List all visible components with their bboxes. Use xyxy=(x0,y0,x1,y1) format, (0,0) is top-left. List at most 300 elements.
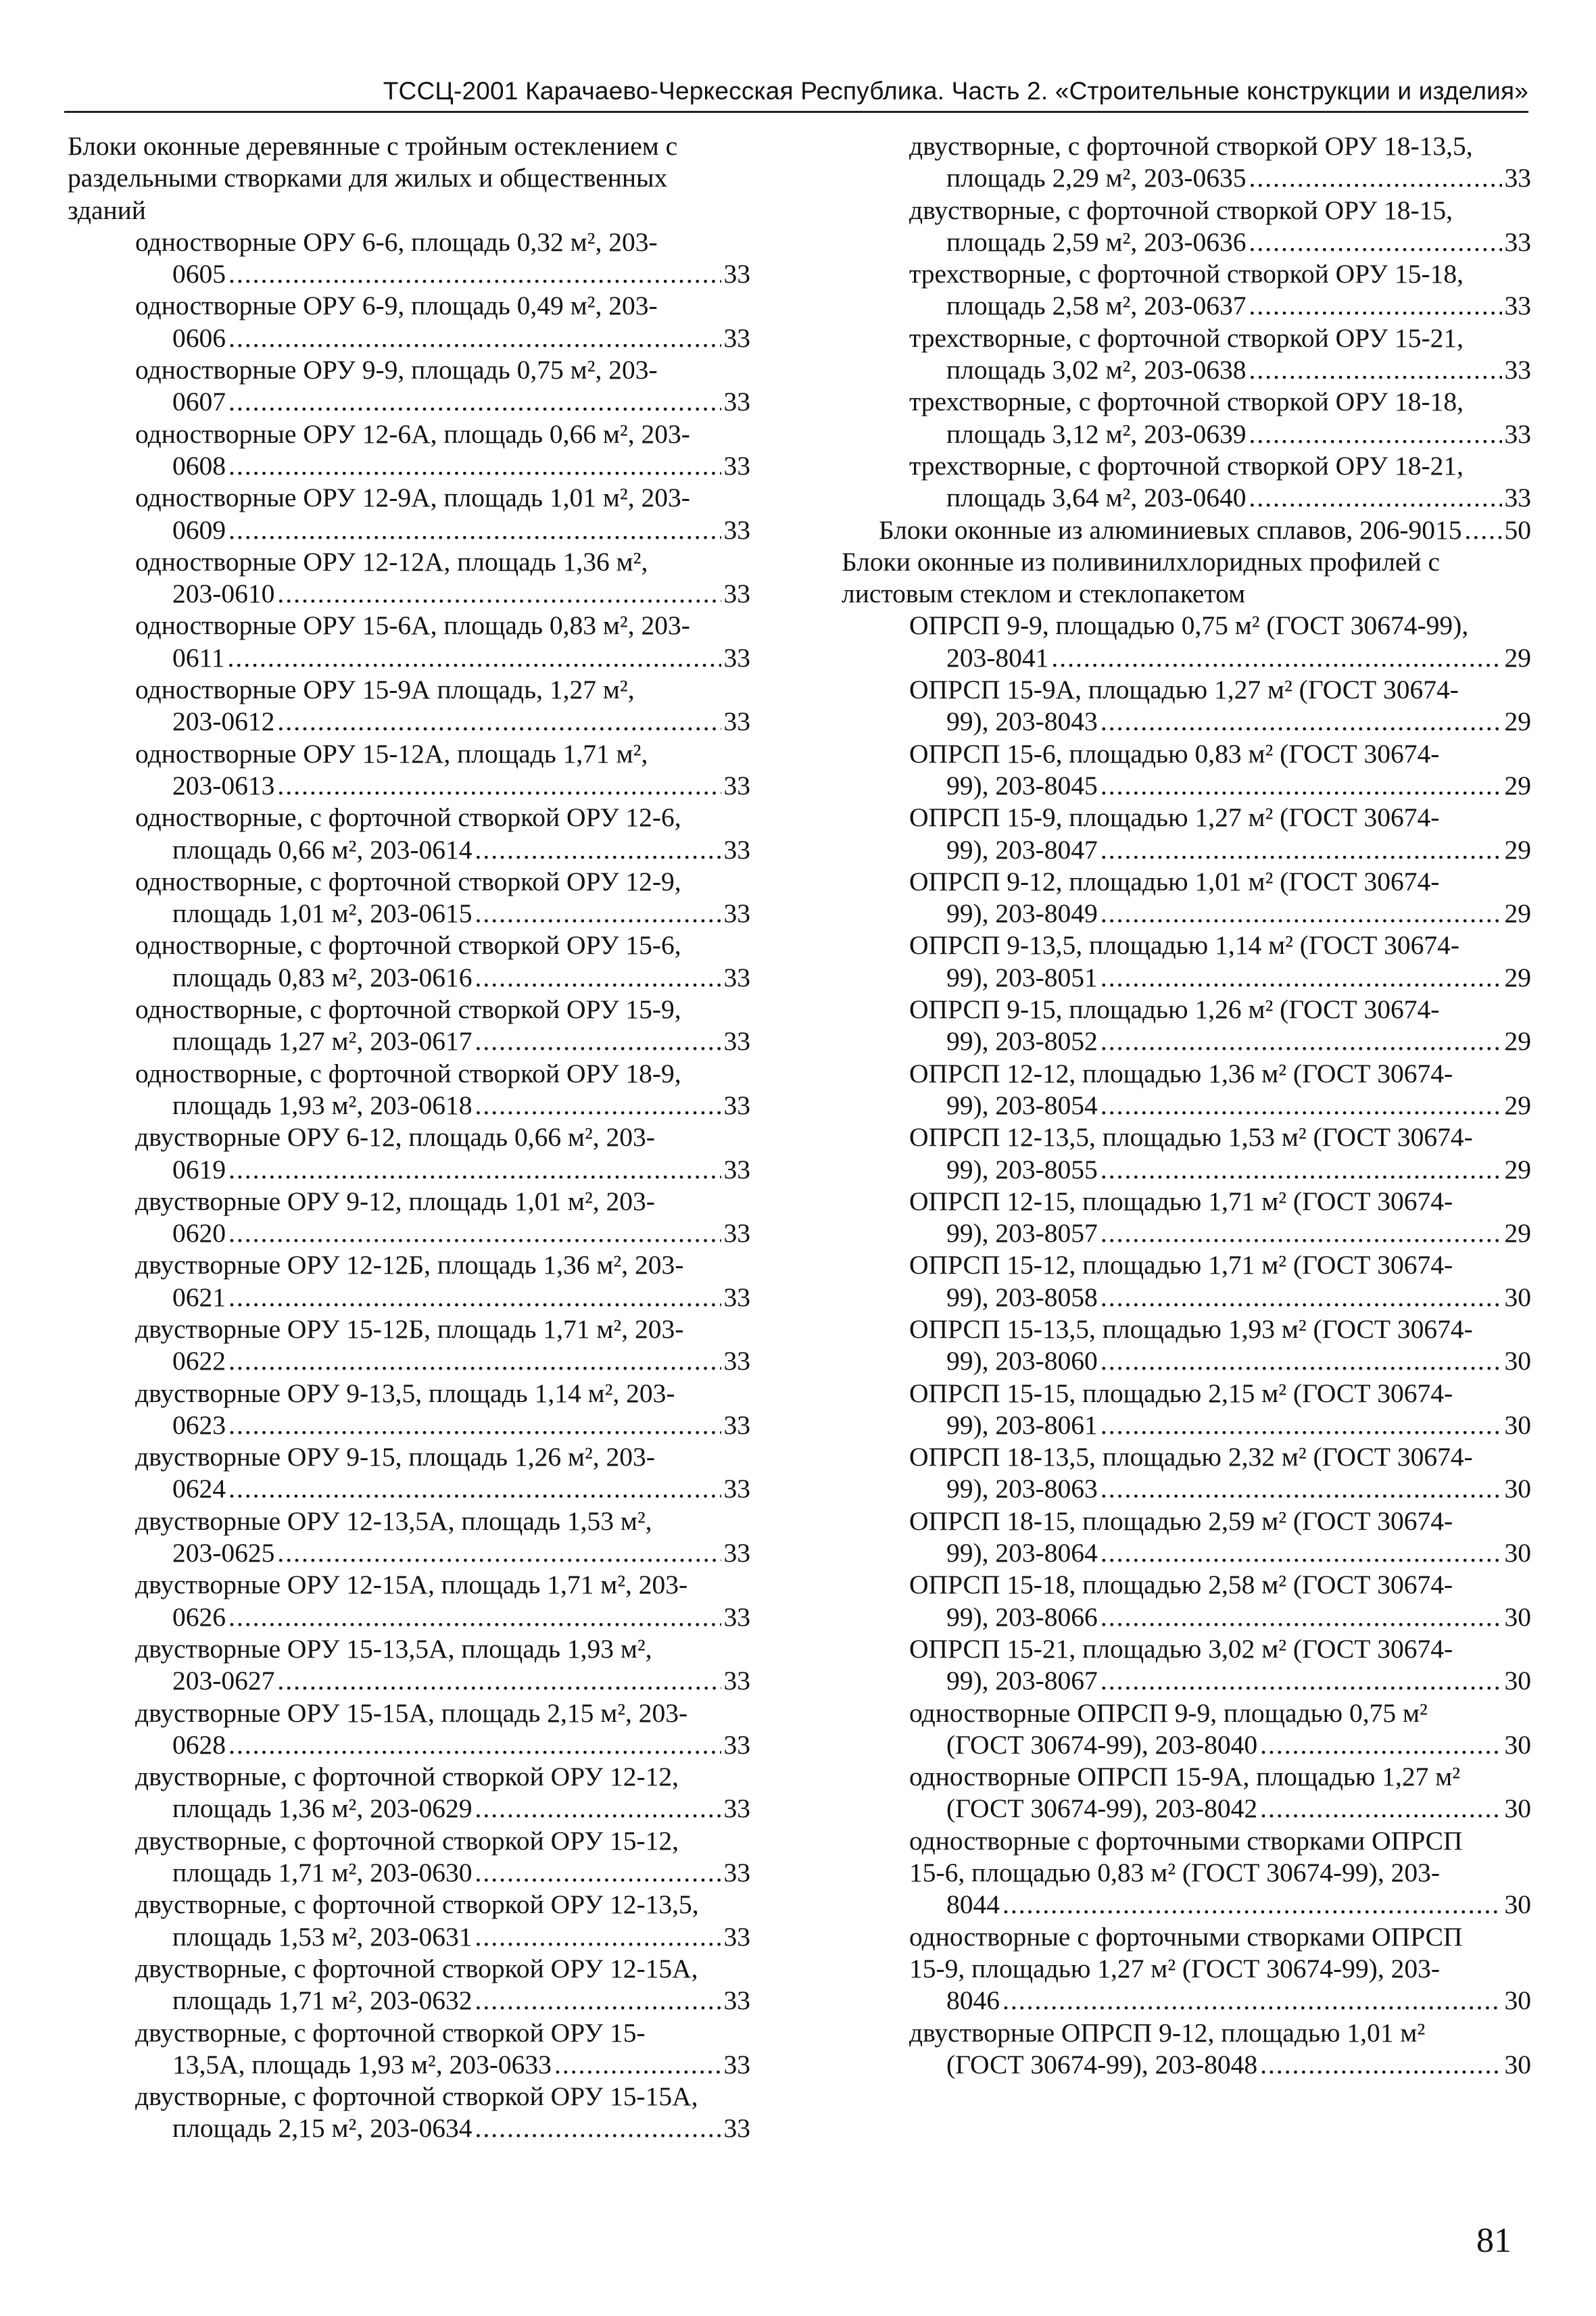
entry-code: 0611 xyxy=(172,642,225,673)
entry-text-line: ОПРСП 12-12, площадью 1,36 м² (ГОСТ 30674- xyxy=(909,1058,1453,1088)
entry-text-line: двустворные ОРУ 15-12Б, площадь 1,71 м², 203- xyxy=(135,1313,684,1344)
page-reference: 33 xyxy=(723,834,750,865)
page-reference: 30 xyxy=(1504,1474,1531,1504)
entry-leader-line xyxy=(946,1889,1531,1921)
page-reference: 33 xyxy=(723,1793,750,1824)
entry-code: 99), 203-8057 xyxy=(946,1218,1098,1249)
page-reference: 33 xyxy=(723,706,750,737)
page-reference: 33 xyxy=(723,1154,750,1184)
index-entry xyxy=(68,1505,750,1570)
entry-text-line: ОПРСП 15-15, площадью 2,15 м² (ГОСТ 30674- xyxy=(909,1378,1453,1408)
dot-leader xyxy=(1101,1217,1502,1249)
entry-leader-line xyxy=(172,1090,750,1121)
dot-leader xyxy=(554,2049,721,2081)
dot-leader xyxy=(475,834,721,866)
entry-code: 99), 203-8058 xyxy=(946,1282,1098,1312)
entry-code: 0621 xyxy=(172,1282,226,1312)
index-entry xyxy=(842,1505,1531,1570)
index-entry xyxy=(68,2017,750,2081)
entry-text-line: трехстворные, с форточной створкой ОРУ 18-21, xyxy=(909,450,1464,481)
entry-text-line: одностворные, с форточной створкой ОРУ 18-9, xyxy=(135,1058,681,1088)
entry-text-line: одностворные ОРУ 6-6, площадь 0,32 м², 203- xyxy=(135,226,658,257)
entry-text-line: двустворные, с форточной створкой ОРУ 12-13,5, xyxy=(135,1889,699,1920)
index-entry xyxy=(68,674,750,738)
entry-text-line: ОПРСП 15-18, площадью 2,58 м² (ГОСТ 30674- xyxy=(909,1570,1453,1600)
dot-leader xyxy=(277,706,721,738)
index-column-right xyxy=(842,130,1531,2081)
entry-code: 99), 203-8064 xyxy=(946,1538,1098,1568)
dot-leader xyxy=(475,962,721,994)
page-reference: 30 xyxy=(1504,1666,1531,1696)
dot-leader xyxy=(1249,226,1502,258)
entry-leader-line xyxy=(946,290,1531,322)
entry-text-line: одностворные ОРУ 15-6А, площадь 0,83 м², 203- xyxy=(135,610,690,641)
entry-text-line: двустворные, с форточной створкой ОРУ 12-15А, xyxy=(135,1953,698,1983)
entry-text-line: одностворные ОРУ 12-12А, площадь 1,36 м², xyxy=(135,546,648,577)
entry-text-line: двустворные, с форточной створкой ОРУ 12-12, xyxy=(135,1762,679,1792)
index-entry xyxy=(842,1761,1531,1825)
dot-leader xyxy=(1002,1985,1502,2017)
entry-code: 0628 xyxy=(172,1729,226,1760)
index-entry xyxy=(68,1378,750,1442)
dot-leader xyxy=(1101,1282,1502,1313)
dot-leader xyxy=(475,1857,721,1889)
entry-leader-line xyxy=(172,2113,750,2144)
page-reference: 30 xyxy=(1504,1889,1531,1920)
index-entry xyxy=(842,1633,1531,1697)
entry-leader-line xyxy=(946,418,1531,450)
dot-leader xyxy=(228,386,721,418)
entry-leader-line xyxy=(172,1985,750,2017)
index-heading xyxy=(68,130,750,226)
entry-text-line: листовым стеклом и стеклопакетом xyxy=(842,579,1246,609)
dot-leader xyxy=(1101,1537,1502,1569)
entry-leader-line xyxy=(946,834,1531,866)
page-reference: 29 xyxy=(1504,706,1531,737)
dot-leader xyxy=(1101,706,1502,738)
index-entry xyxy=(68,930,750,994)
index-entry xyxy=(842,866,1531,930)
dot-leader xyxy=(1260,2049,1501,2081)
entry-text-line: двустворные ОРУ 6-12, площадь 0,66 м², 203- xyxy=(135,1122,655,1153)
dot-leader xyxy=(1101,1026,1502,1057)
entry-code: площадь 1,53 м², 203-0631 xyxy=(172,1921,473,1952)
entry-leader-line xyxy=(946,1345,1531,1377)
entry-text-line: ОПРСП 9-13,5, площадью 1,14 м² (ГОСТ 30674- xyxy=(909,930,1460,961)
page-reference: 33 xyxy=(1504,226,1531,257)
page-reference: 29 xyxy=(1504,1026,1531,1057)
entry-text-line: двустворные, с форточной створкой ОРУ 15- xyxy=(135,2017,646,2048)
entry-text-line: 15-6, площадью 0,83 м² (ГОСТ 30674-99), 203- xyxy=(909,1858,1440,1888)
entry-leader-line xyxy=(946,1729,1531,1761)
page-reference: 33 xyxy=(723,450,750,481)
entry-code: 99), 203-8063 xyxy=(946,1474,1098,1504)
entry-leader-line xyxy=(172,450,750,482)
page-reference: 33 xyxy=(723,898,750,929)
entry-leader-line xyxy=(172,258,750,290)
index-entry xyxy=(68,994,750,1058)
entry-leader-line xyxy=(946,770,1531,802)
dot-leader xyxy=(475,1090,721,1121)
entry-code: площадь 3,12 м², 203-0639 xyxy=(946,418,1247,449)
entry-text-line: ОПРСП 15-12, площадью 1,71 м² (ГОСТ 30674- xyxy=(909,1250,1453,1280)
entry-text-line: двустворные, с форточной створкой ОРУ 15-15А, xyxy=(135,2081,698,2112)
entry-text-line: ОПРСП 9-12, площадью 1,01 м² (ГОСТ 30674- xyxy=(909,866,1440,896)
entry-code: (ГОСТ 30674-99), 203-8040 xyxy=(946,1729,1258,1760)
index-entry xyxy=(842,610,1531,674)
index-column-left xyxy=(68,130,750,2145)
entry-code: площадь 2,15 м², 203-0634 xyxy=(172,2113,473,2144)
index-entry xyxy=(842,1186,1531,1250)
header-title: ТССЦ-2001 Карачаево-Черкесская Республика. Часть 2. «Строительные конструкции и изделия» xyxy=(383,77,1528,105)
dot-leader xyxy=(228,1473,721,1505)
page-reference: 33 xyxy=(1504,355,1531,385)
running-header xyxy=(64,69,1528,113)
entry-code: (ГОСТ 30674-99), 203-8042 xyxy=(946,1793,1258,1824)
entry-code: 99), 203-8054 xyxy=(946,1090,1098,1120)
index-entry xyxy=(842,802,1531,866)
entry-leader-line xyxy=(172,1473,750,1505)
entry-code: 99), 203-8043 xyxy=(946,706,1098,737)
entry-leader-line xyxy=(946,1154,1531,1186)
index-entry xyxy=(842,1249,1531,1313)
entry-leader-line xyxy=(172,898,750,930)
entry-code: площадь 0,83 м², 203-0616 xyxy=(172,962,473,992)
entry-code: 0606 xyxy=(172,322,226,353)
index-entry xyxy=(68,1953,750,2017)
entry-text-line: двустворные ОРУ 12-13,5А, площадь 1,53 м², xyxy=(135,1505,652,1536)
index-entry xyxy=(842,994,1531,1058)
entry-text-line: одностворные ОПРСП 15-9А, площадью 1,27 м² xyxy=(909,1762,1461,1792)
dot-leader xyxy=(277,578,721,610)
entry-leader-line xyxy=(172,1793,750,1825)
entry-text-line: зданий xyxy=(68,195,146,225)
entry-text-line: двустворные, с форточной створкой ОРУ 15-12, xyxy=(135,1825,679,1856)
entry-leader-line xyxy=(946,1473,1531,1505)
index-entry xyxy=(68,2081,750,2145)
index-entry xyxy=(842,1378,1531,1442)
entry-code: 0620 xyxy=(172,1218,226,1249)
entry-leader-line xyxy=(172,770,750,802)
page-reference: 33 xyxy=(723,770,750,800)
page-reference: 33 xyxy=(723,1601,750,1632)
entry-leader-line xyxy=(946,898,1531,930)
dot-leader xyxy=(228,450,721,482)
entry-text-line: одностворные ОПРСП 9-9, площадью 0,75 м² xyxy=(909,1697,1428,1728)
index-entry xyxy=(68,1058,750,1122)
dot-leader xyxy=(475,1921,721,1953)
dot-leader xyxy=(1260,1793,1501,1825)
entry-code: 99), 203-8051 xyxy=(946,962,1098,992)
dot-leader xyxy=(228,1409,721,1441)
dot-leader xyxy=(1101,1409,1502,1441)
entry-leader-line xyxy=(946,1217,1531,1249)
index-entry xyxy=(842,130,1531,195)
entry-code: площадь 0,66 м², 203-0614 xyxy=(172,834,473,865)
index-entry xyxy=(68,1825,750,1889)
index-entry xyxy=(68,1633,750,1697)
entry-code: 0607 xyxy=(172,387,226,417)
entry-text-line: ОПРСП 15-13,5, площадью 1,93 м² (ГОСТ 30674- xyxy=(909,1313,1473,1344)
page-reference: 33 xyxy=(723,1858,750,1888)
dot-leader xyxy=(228,642,721,674)
dot-leader xyxy=(1101,1473,1502,1505)
entry-text-line: двустворные ОРУ 9-13,5, площадь 1,14 м², 203- xyxy=(135,1378,675,1408)
entry-code: 0619 xyxy=(172,1154,226,1184)
entry-text-line: ОПРСП 18-15, площадью 2,59 м² (ГОСТ 30674- xyxy=(909,1505,1453,1536)
entry-code: 8044 xyxy=(946,1889,1000,1920)
entry-text-line: двустворные ОРУ 12-15А, площадь 1,71 м², 203- xyxy=(135,1570,688,1600)
entry-leader-line xyxy=(946,1409,1531,1441)
entry-text-line: одностворные ОРУ 12-9А, площадь 1,01 м², 203- xyxy=(135,483,690,513)
entry-text-line: одностворные ОРУ 15-12А, площадь 1,71 м², xyxy=(135,738,648,769)
entry-code: 203-8041 xyxy=(946,642,1049,673)
entry-code: площадь 1,01 м², 203-0615 xyxy=(172,898,473,929)
dot-leader xyxy=(228,1601,721,1633)
entry-leader-line xyxy=(172,1282,750,1313)
entry-code: площадь 1,71 м², 203-0630 xyxy=(172,1858,473,1888)
entry-code: 203-0625 xyxy=(172,1538,275,1568)
entry-leader-line xyxy=(946,1026,1531,1057)
entry-leader-line xyxy=(946,1665,1531,1697)
index-entry xyxy=(68,1313,750,1378)
index-heading xyxy=(842,514,1531,546)
index-entry xyxy=(68,610,750,674)
index-entry xyxy=(68,1569,750,1633)
index-entry xyxy=(68,1761,750,1825)
entry-code: 0605 xyxy=(172,259,226,289)
entry-leader-line xyxy=(172,2049,750,2081)
dot-leader xyxy=(1101,898,1502,930)
page-reference: 33 xyxy=(723,1026,750,1057)
entry-text-line: двустворные ОРУ 15-15А, площадь 2,15 м², 203- xyxy=(135,1697,688,1728)
index-heading xyxy=(842,546,1531,610)
entry-code: 203-0627 xyxy=(172,1666,275,1696)
entry-code: 0609 xyxy=(172,514,226,545)
entry-text-line: одностворные с форточными створками ОПРСП xyxy=(909,1921,1463,1952)
entry-code: Блоки оконные из алюминиевых сплавов, 206-9015 xyxy=(879,514,1462,545)
index-entry xyxy=(842,1058,1531,1122)
dot-leader xyxy=(1101,834,1502,866)
entry-text-line: двустворные, с форточной створкой ОРУ 18-15, xyxy=(909,195,1453,225)
page-reference: 30 xyxy=(1504,1985,1531,2016)
index-entry xyxy=(68,1186,750,1250)
page-reference: 33 xyxy=(723,1538,750,1568)
dot-leader xyxy=(1101,1601,1502,1633)
index-entry xyxy=(68,354,750,418)
page-reference: 29 xyxy=(1504,1218,1531,1249)
entry-code: 99), 203-8047 xyxy=(946,834,1098,865)
dot-leader xyxy=(1465,514,1502,546)
dot-leader xyxy=(475,2113,721,2144)
page-reference: 29 xyxy=(1504,1090,1531,1120)
entry-text-line: двустворные ОПРСП 9-12, площадью 1,01 м² xyxy=(909,2017,1426,2048)
page-reference: 33 xyxy=(723,259,750,289)
entry-code: 0623 xyxy=(172,1409,226,1440)
dot-leader xyxy=(1101,1090,1502,1121)
entry-leader-line xyxy=(172,1665,750,1697)
entry-text-line: двустворные ОРУ 15-13,5А, площадь 1,93 м², xyxy=(135,1633,652,1664)
page-reference: 30 xyxy=(1504,2049,1531,2079)
entry-text-line: ОПРСП 15-21, площадью 3,02 м² (ГОСТ 30674- xyxy=(909,1633,1453,1664)
page-reference: 33 xyxy=(723,1409,750,1440)
dot-leader xyxy=(475,1026,721,1057)
page-reference: 33 xyxy=(723,642,750,673)
entry-text-line: ОПРСП 12-13,5, площадью 1,53 м² (ГОСТ 30674- xyxy=(909,1122,1473,1153)
entry-code: (ГОСТ 30674-99), 203-8048 xyxy=(946,2049,1258,2079)
index-entry xyxy=(68,1249,750,1313)
entry-code: 203-0613 xyxy=(172,770,275,800)
entry-code: 99), 203-8060 xyxy=(946,1346,1098,1376)
dot-leader xyxy=(1101,1345,1502,1377)
entry-code: 99), 203-8049 xyxy=(946,898,1098,929)
entry-text-line: двустворные, с форточной створкой ОРУ 18-13,5, xyxy=(909,131,1473,161)
entry-text-line: одностворные ОРУ 9-9, площадь 0,75 м², 203- xyxy=(135,355,658,385)
entry-leader-line xyxy=(172,386,750,418)
entry-text-line: одностворные ОРУ 12-6А, площадь 0,66 м², 203- xyxy=(135,418,690,449)
dot-leader xyxy=(1249,482,1502,514)
dot-leader xyxy=(1101,962,1502,994)
index-entry xyxy=(842,674,1531,738)
page-reference: 33 xyxy=(723,2113,750,2144)
page-reference: 33 xyxy=(723,387,750,417)
entry-leader-line xyxy=(172,1537,750,1569)
page-reference: 29 xyxy=(1504,642,1531,673)
dot-leader xyxy=(228,1217,721,1249)
entry-leader-line xyxy=(946,1537,1531,1569)
entry-code: 0626 xyxy=(172,1601,226,1632)
page-reference: 30 xyxy=(1504,1538,1531,1568)
index-entry xyxy=(842,386,1531,450)
dot-leader xyxy=(228,1729,721,1761)
dot-leader xyxy=(277,1537,721,1569)
page-reference: 30 xyxy=(1504,1346,1531,1376)
index-entry xyxy=(68,866,750,930)
index-entry xyxy=(842,1441,1531,1505)
dot-leader xyxy=(1249,162,1502,194)
dot-leader xyxy=(1249,354,1502,386)
entry-code: 0622 xyxy=(172,1346,226,1376)
dot-leader xyxy=(475,1985,721,2017)
entry-code: площадь 2,59 м², 203-0636 xyxy=(946,226,1247,257)
index-entry xyxy=(842,738,1531,802)
dot-leader xyxy=(228,1282,721,1313)
index-entry xyxy=(842,1825,1531,1921)
dot-leader xyxy=(277,770,721,802)
page-number: 81 xyxy=(1476,2221,1512,2260)
entry-leader-line xyxy=(172,1409,750,1441)
page-reference: 33 xyxy=(1504,418,1531,449)
page-reference: 33 xyxy=(723,962,750,992)
entry-code: 203-0610 xyxy=(172,579,275,609)
entry-text-line: одностворные, с форточной створкой ОРУ 12-9, xyxy=(135,866,681,896)
dot-leader xyxy=(475,898,721,930)
entry-leader-line xyxy=(172,642,750,674)
entry-code: площадь 2,58 м², 203-0637 xyxy=(946,291,1247,321)
entry-code: 203-0612 xyxy=(172,706,275,737)
entry-text-line: ОПРСП 9-9, площадью 0,75 м² (ГОСТ 30674-99), xyxy=(909,610,1469,641)
entry-leader-line xyxy=(172,834,750,866)
entry-code: площадь 1,36 м², 203-0629 xyxy=(172,1793,473,1824)
entry-text-line: ОПРСП 12-15, площадью 1,71 м² (ГОСТ 30674- xyxy=(909,1186,1453,1216)
entry-code: площадь 1,93 м², 203-0618 xyxy=(172,1090,473,1120)
dot-leader xyxy=(228,322,721,354)
page-reference: 30 xyxy=(1504,1729,1531,1760)
page-reference: 29 xyxy=(1504,770,1531,800)
entry-leader-line xyxy=(172,1217,750,1249)
index-entry xyxy=(68,546,750,610)
index-entry xyxy=(842,2017,1531,2081)
entry-text-line: ОПРСП 18-13,5, площадью 2,32 м² (ГОСТ 30674- xyxy=(909,1442,1473,1472)
entry-leader-line xyxy=(172,322,750,354)
index-entry xyxy=(68,738,750,802)
entry-leader-line xyxy=(946,2049,1531,2081)
entry-text-line: одностворные ОРУ 6-9, площадь 0,49 м², 203- xyxy=(135,291,658,321)
dot-leader xyxy=(1101,1154,1502,1186)
entry-leader-line xyxy=(946,1793,1531,1825)
entry-code: 0624 xyxy=(172,1474,226,1504)
entry-text-line: Блоки оконные деревянные с тройным остеклением с xyxy=(68,131,678,161)
entry-code: площадь 2,29 м², 203-0635 xyxy=(946,163,1247,193)
entry-leader-line xyxy=(879,514,1531,546)
page-reference: 33 xyxy=(1504,291,1531,321)
entry-leader-line xyxy=(946,1282,1531,1313)
entry-text-line: одностворные с форточными створками ОПРСП xyxy=(909,1825,1463,1856)
page-reference: 29 xyxy=(1504,1154,1531,1184)
entry-text-line: одностворные ОРУ 15-9А площадь, 1,27 м², xyxy=(135,675,635,705)
index-entry xyxy=(842,1569,1531,1633)
entry-code: площадь 3,64 м², 203-0640 xyxy=(946,483,1247,513)
entry-leader-line xyxy=(946,162,1531,194)
entry-code: площадь 1,27 м², 203-0617 xyxy=(172,1026,473,1057)
entry-text-line: ОПРСП 15-6, площадью 0,83 м² (ГОСТ 30674- xyxy=(909,738,1440,769)
index-entry xyxy=(842,930,1531,994)
index-entry xyxy=(68,802,750,866)
entry-leader-line xyxy=(172,962,750,994)
dot-leader xyxy=(1101,770,1502,802)
page-reference: 33 xyxy=(723,1666,750,1696)
entry-leader-line xyxy=(946,354,1531,386)
page-reference: 33 xyxy=(723,322,750,353)
entry-code: площадь 1,71 м², 203-0632 xyxy=(172,1985,473,2016)
index-entry xyxy=(842,1921,1531,2017)
entry-leader-line xyxy=(946,226,1531,258)
dot-leader xyxy=(228,1345,721,1377)
entry-leader-line xyxy=(172,1921,750,1953)
entry-code: 8046 xyxy=(946,1985,1000,2016)
page-reference: 50 xyxy=(1504,514,1531,545)
dot-leader xyxy=(277,1665,721,1697)
index-entry xyxy=(68,1121,750,1186)
index-entry xyxy=(842,1121,1531,1186)
entry-text-line: раздельными створками для жилых и общественных xyxy=(68,163,668,193)
dot-leader xyxy=(1260,1729,1501,1761)
index-entry xyxy=(842,258,1531,322)
page-reference: 33 xyxy=(723,1346,750,1376)
entry-leader-line xyxy=(172,1026,750,1057)
page-reference: 30 xyxy=(1504,1282,1531,1312)
dot-leader xyxy=(1101,1665,1502,1697)
entry-leader-line xyxy=(946,1601,1531,1633)
page-reference: 33 xyxy=(723,1090,750,1120)
entry-leader-line xyxy=(946,1985,1531,2017)
index-entry xyxy=(842,1697,1531,1762)
entry-text-line: трехстворные, с форточной створкой ОРУ 15-21, xyxy=(909,322,1464,353)
page-reference: 29 xyxy=(1504,898,1531,929)
dot-leader xyxy=(228,258,721,290)
page-reference: 33 xyxy=(723,1474,750,1504)
entry-text-line: двустворные ОРУ 9-15, площадь 1,26 м², 203- xyxy=(135,1442,655,1472)
